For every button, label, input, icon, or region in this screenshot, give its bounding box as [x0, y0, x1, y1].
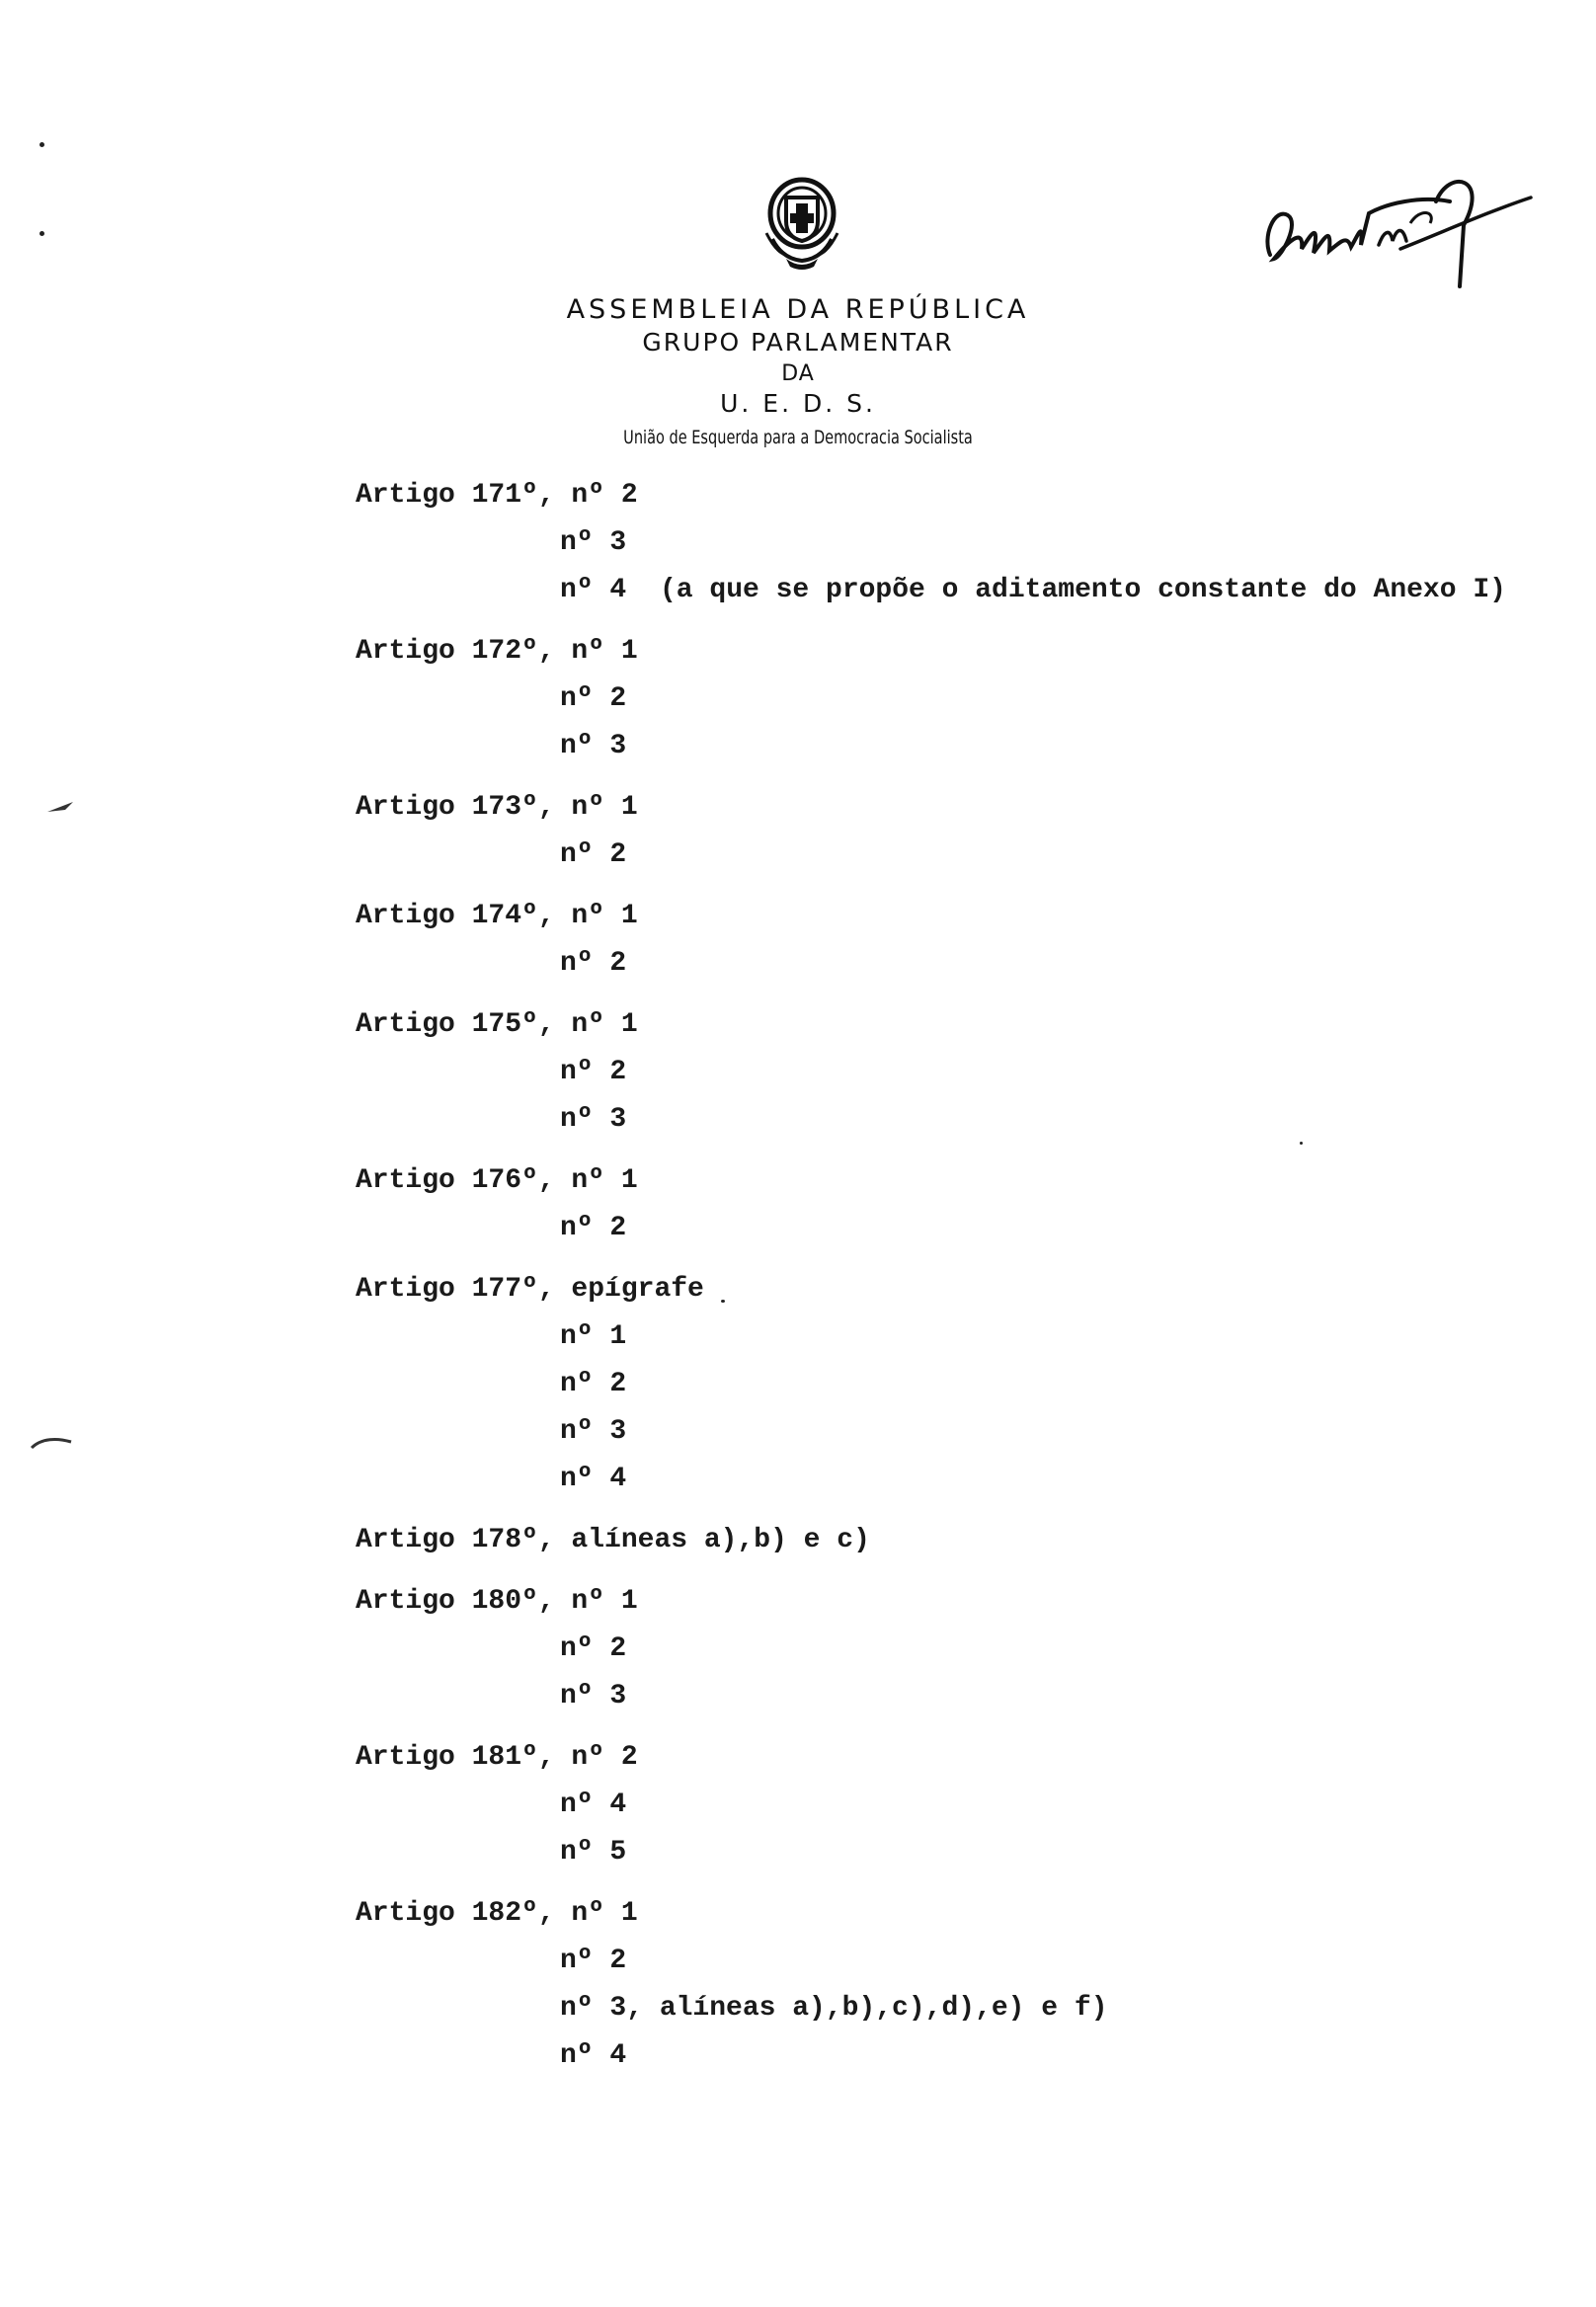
- article-subitem: nº 2: [560, 839, 627, 870]
- scan-speck: [1300, 1142, 1303, 1145]
- header-party-acronym: U. E. D. S.: [720, 389, 876, 418]
- article-subitem: nº 3: [560, 527, 627, 558]
- header-group-title: GRUPO PARLAMENTAR: [642, 328, 954, 357]
- article-subitem: nº 3: [560, 731, 627, 761]
- article-subitem: nº 2: [560, 1946, 627, 1976]
- article-subitem: nº 3: [560, 1416, 627, 1447]
- handwritten-signature: [1252, 138, 1549, 296]
- header-assembly-title: ASSEMBLEIA DA REPÚBLICA: [566, 294, 1030, 325]
- article-subitem: nº 4: [560, 1464, 627, 1494]
- article-subitem: nº 2: [560, 683, 627, 714]
- article-subitem: nº 2: [560, 1369, 627, 1399]
- article-subitem: nº 1: [560, 1321, 627, 1352]
- article-label: Artigo 171º, nº 2: [356, 480, 638, 511]
- article-subitem: nº 5: [560, 1837, 627, 1868]
- article-label: Artigo 172º, nº 1: [356, 636, 638, 667]
- article-label: Artigo 180º, nº 1: [356, 1586, 638, 1617]
- article-subitem: nº 2: [560, 1057, 627, 1087]
- article-subitem: nº 3: [560, 1104, 627, 1135]
- header-da: DA: [781, 361, 815, 386]
- article-label: Artigo 181º, nº 2: [356, 1742, 638, 1773]
- article-label: Artigo 173º, nº 1: [356, 792, 638, 823]
- article-subitem: nº 2: [560, 948, 627, 979]
- article-subitem: nº 4: [560, 575, 627, 605]
- margin-mark: [28, 1432, 75, 1456]
- scan-speck: [40, 231, 44, 236]
- article-label: Artigo 174º, nº 1: [356, 901, 638, 931]
- scan-speck: [721, 1300, 725, 1303]
- coat-of-arms-icon: [757, 168, 847, 275]
- article-label: Artigo 176º, nº 1: [356, 1165, 638, 1196]
- article-label: Artigo 175º, nº 1: [356, 1009, 638, 1040]
- article-subitem: nº 3, alíneas a),b),c),d),e) e f): [560, 1993, 1108, 2024]
- article-label: Artigo 178º, alíneas a),b) e c): [356, 1525, 870, 1555]
- article-subitem: nº 2: [560, 1633, 627, 1664]
- article-subitem: nº 2: [560, 1213, 627, 1243]
- article-label: Artigo 177º, epígrafe: [356, 1274, 704, 1305]
- article-subitem: nº 4: [560, 2040, 627, 2071]
- header-party-name: União de Esquerda para a Democracia Socialista: [623, 427, 973, 448]
- article-label: Artigo 182º, nº 1: [356, 1898, 638, 1929]
- article-subitem: nº 4: [560, 1790, 627, 1820]
- article-note: (a que se propõe o aditamento constante do Anexo I): [660, 575, 1506, 605]
- article-subitem: nº 3: [560, 1681, 627, 1711]
- margin-mark: [43, 798, 79, 818]
- scan-speck: [40, 142, 44, 147]
